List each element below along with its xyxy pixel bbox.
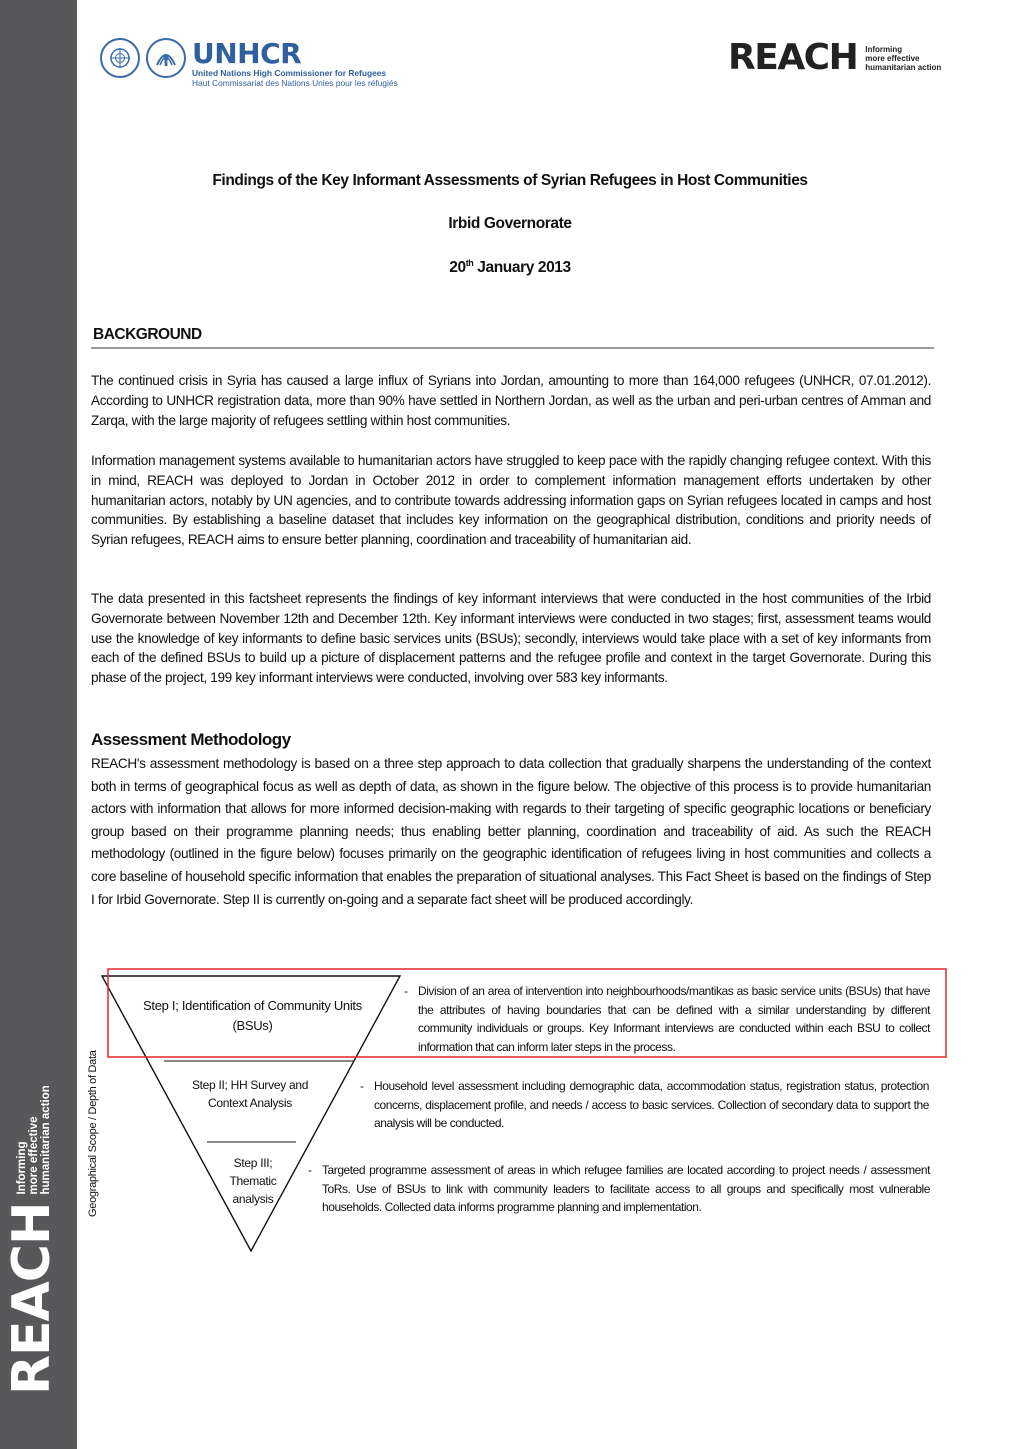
document-date bbox=[90, 258, 930, 277]
date-day: 20 bbox=[449, 259, 466, 277]
unhcr-emblem-icon bbox=[146, 38, 186, 78]
step-one-description bbox=[404, 982, 930, 1056]
sidebar-tagline-line: more effective bbox=[27, 1116, 40, 1195]
background-heading: BACKGROUND bbox=[93, 326, 202, 343]
date-rest: January 2013 bbox=[473, 259, 571, 277]
reach-name: REACH bbox=[728, 37, 858, 78]
step-one-text: Division of an area of intervention into neighbourhoods/mantikas as basic service units (BSUs) that have the attributes of having boundaries that can be defined with a similar understanding by different community individuals or groups. Key Informant interviews are conducted within each BSU to collect information that can inform later steps in the process. bbox=[418, 984, 930, 1054]
unhcr-subtitle-en: United Nations High Commissioner for Refugees bbox=[192, 68, 387, 78]
reach-logo bbox=[728, 38, 941, 78]
sidebar bbox=[0, 0, 77, 1449]
un-emblem-icon bbox=[100, 38, 140, 78]
sidebar-tagline-line: humanitarian action bbox=[39, 1085, 52, 1195]
reach-tagline-line: humanitarian action bbox=[865, 62, 942, 72]
methodology-paragraph: REACH's assessment methodology is based on a three step approach to data collection that gradually sharpens the understanding of the context both in terms of geographical focus as well as depth of data, as shown in the figure below. The objective of this process is to provide humanitarian actors with information that allows for more informed decision-making with regards to their targeting of specific geographic locations or beneficiary group based on their programme planning needs; thus enabling better planning, coordination and traceability of aid. As such the REACH methodology (outlined in the figure below) focuses primarily on the geographic identification of refugees living in host communities and collects a core baseline of household specific information that enables the preparation of situational analyses. This Fact Sheet is based on the findings of Step I for Irbid Governorate. Step II is currently on-going and a separate fact sheet will be produced accordingly. bbox=[91, 756, 931, 907]
date-suffix: th bbox=[465, 258, 474, 268]
background-paragraph: The data presented in this factsheet represents the findings of key informant interviews that were conducted in the host communities of the Irbid Governorate between November 12th and December 12th. Key informant interviews were conducted in two stages; first, assessment teams would use the knowledge of key informants to define basic services units (BSUs); secondly, interviews would take place with a set of key informants from each of the defined BSUs to build up a picture of displacement patterns and the refugee profile and context in the target Governorate. During this phase of the project, 199 key informant interviews were conducted, involving over 583 key informants. bbox=[91, 591, 931, 686]
bullet-dash: - bbox=[404, 984, 408, 998]
diagram-axis-label: Geographical Scope / Depth of Data bbox=[87, 1050, 99, 1217]
step-two-label: Step II; HH Survey and Context Analysis bbox=[191, 1078, 309, 1110]
step-two-description bbox=[360, 1077, 929, 1133]
reach-tagline bbox=[865, 45, 941, 72]
background-paragraph: Information management systems available to humanitarian actors have struggled to keep pace with the rapidly changing refugee context. With this in mind, REACH was deployed to Jordan in October 2012 in order to complement information management efforts undertaken by other humanitarian actors, notably by UN agencies, and to contribute towards addressing information gaps on Syrian refugees located in camps and host communities. By establishing a baseline dataset that includes key information on the geographical distribution, conditions and priority needs of Syrian refugees, REACH aims to ensure better planning, coordination and traceability of humanitarian aid. bbox=[91, 453, 931, 548]
sidebar-tagline-line: Informing bbox=[15, 1141, 28, 1195]
methodology-heading: Assessment Methodology bbox=[91, 730, 291, 749]
sidebar-reach-logo bbox=[2, 1085, 62, 1395]
unhcr-logo bbox=[100, 38, 398, 90]
sidebar-tagline bbox=[16, 1085, 52, 1194]
sidebar-brand-name: REACH bbox=[2, 1202, 62, 1395]
reach-tagline-line: more effective bbox=[865, 53, 920, 63]
background-paragraph: The continued crisis in Syria has caused a large influx of Syrians into Jordan, amounting to more than 164,000 refugees (UNHCR, 07.01.2012). According to UNHCR registration data, more than 90% have settled in Northern Jordan, as well as the urban and peri-urban centres of Amman and Zarqa, with the large majority of refugees settling within host communities. bbox=[91, 373, 931, 428]
step-three-text: Targeted programme assessment of areas in which refugee families are located according to project needs / assessment ToRs. Use of BSUs to link with community leaders to facilitate access to all groups and specifically most vulnerable households. Collected data informs programme planning and implementation. bbox=[322, 1163, 930, 1214]
unhcr-subtitle-fr: Haut Commissariat des Nations Unies pour les réfugiés bbox=[192, 78, 398, 88]
bullet-dash: - bbox=[360, 1079, 364, 1093]
section-divider bbox=[91, 347, 934, 349]
document-title: Findings of the Key Informant Assessments of Syrian Refugees in Host Communities bbox=[212, 172, 808, 189]
unhcr-name: UNHCR bbox=[192, 37, 302, 70]
bullet-dash: - bbox=[308, 1163, 312, 1177]
step-two-text: Household level assessment including demographic data, accommodation status, registration status, protection concerns, displacement profile, and needs / access to basic services. Collection of secondary data to support the analysis will be conducted. bbox=[374, 1079, 929, 1130]
step-three-label: Step III; Thematic analysis bbox=[229, 1156, 277, 1206]
reach-tagline-line: Informing bbox=[865, 44, 903, 54]
step-three-description bbox=[308, 1161, 930, 1217]
step-one-label: Step I; Identification of Community Units (BSUs) bbox=[143, 998, 362, 1033]
document-location: Irbid Governorate bbox=[448, 215, 572, 232]
